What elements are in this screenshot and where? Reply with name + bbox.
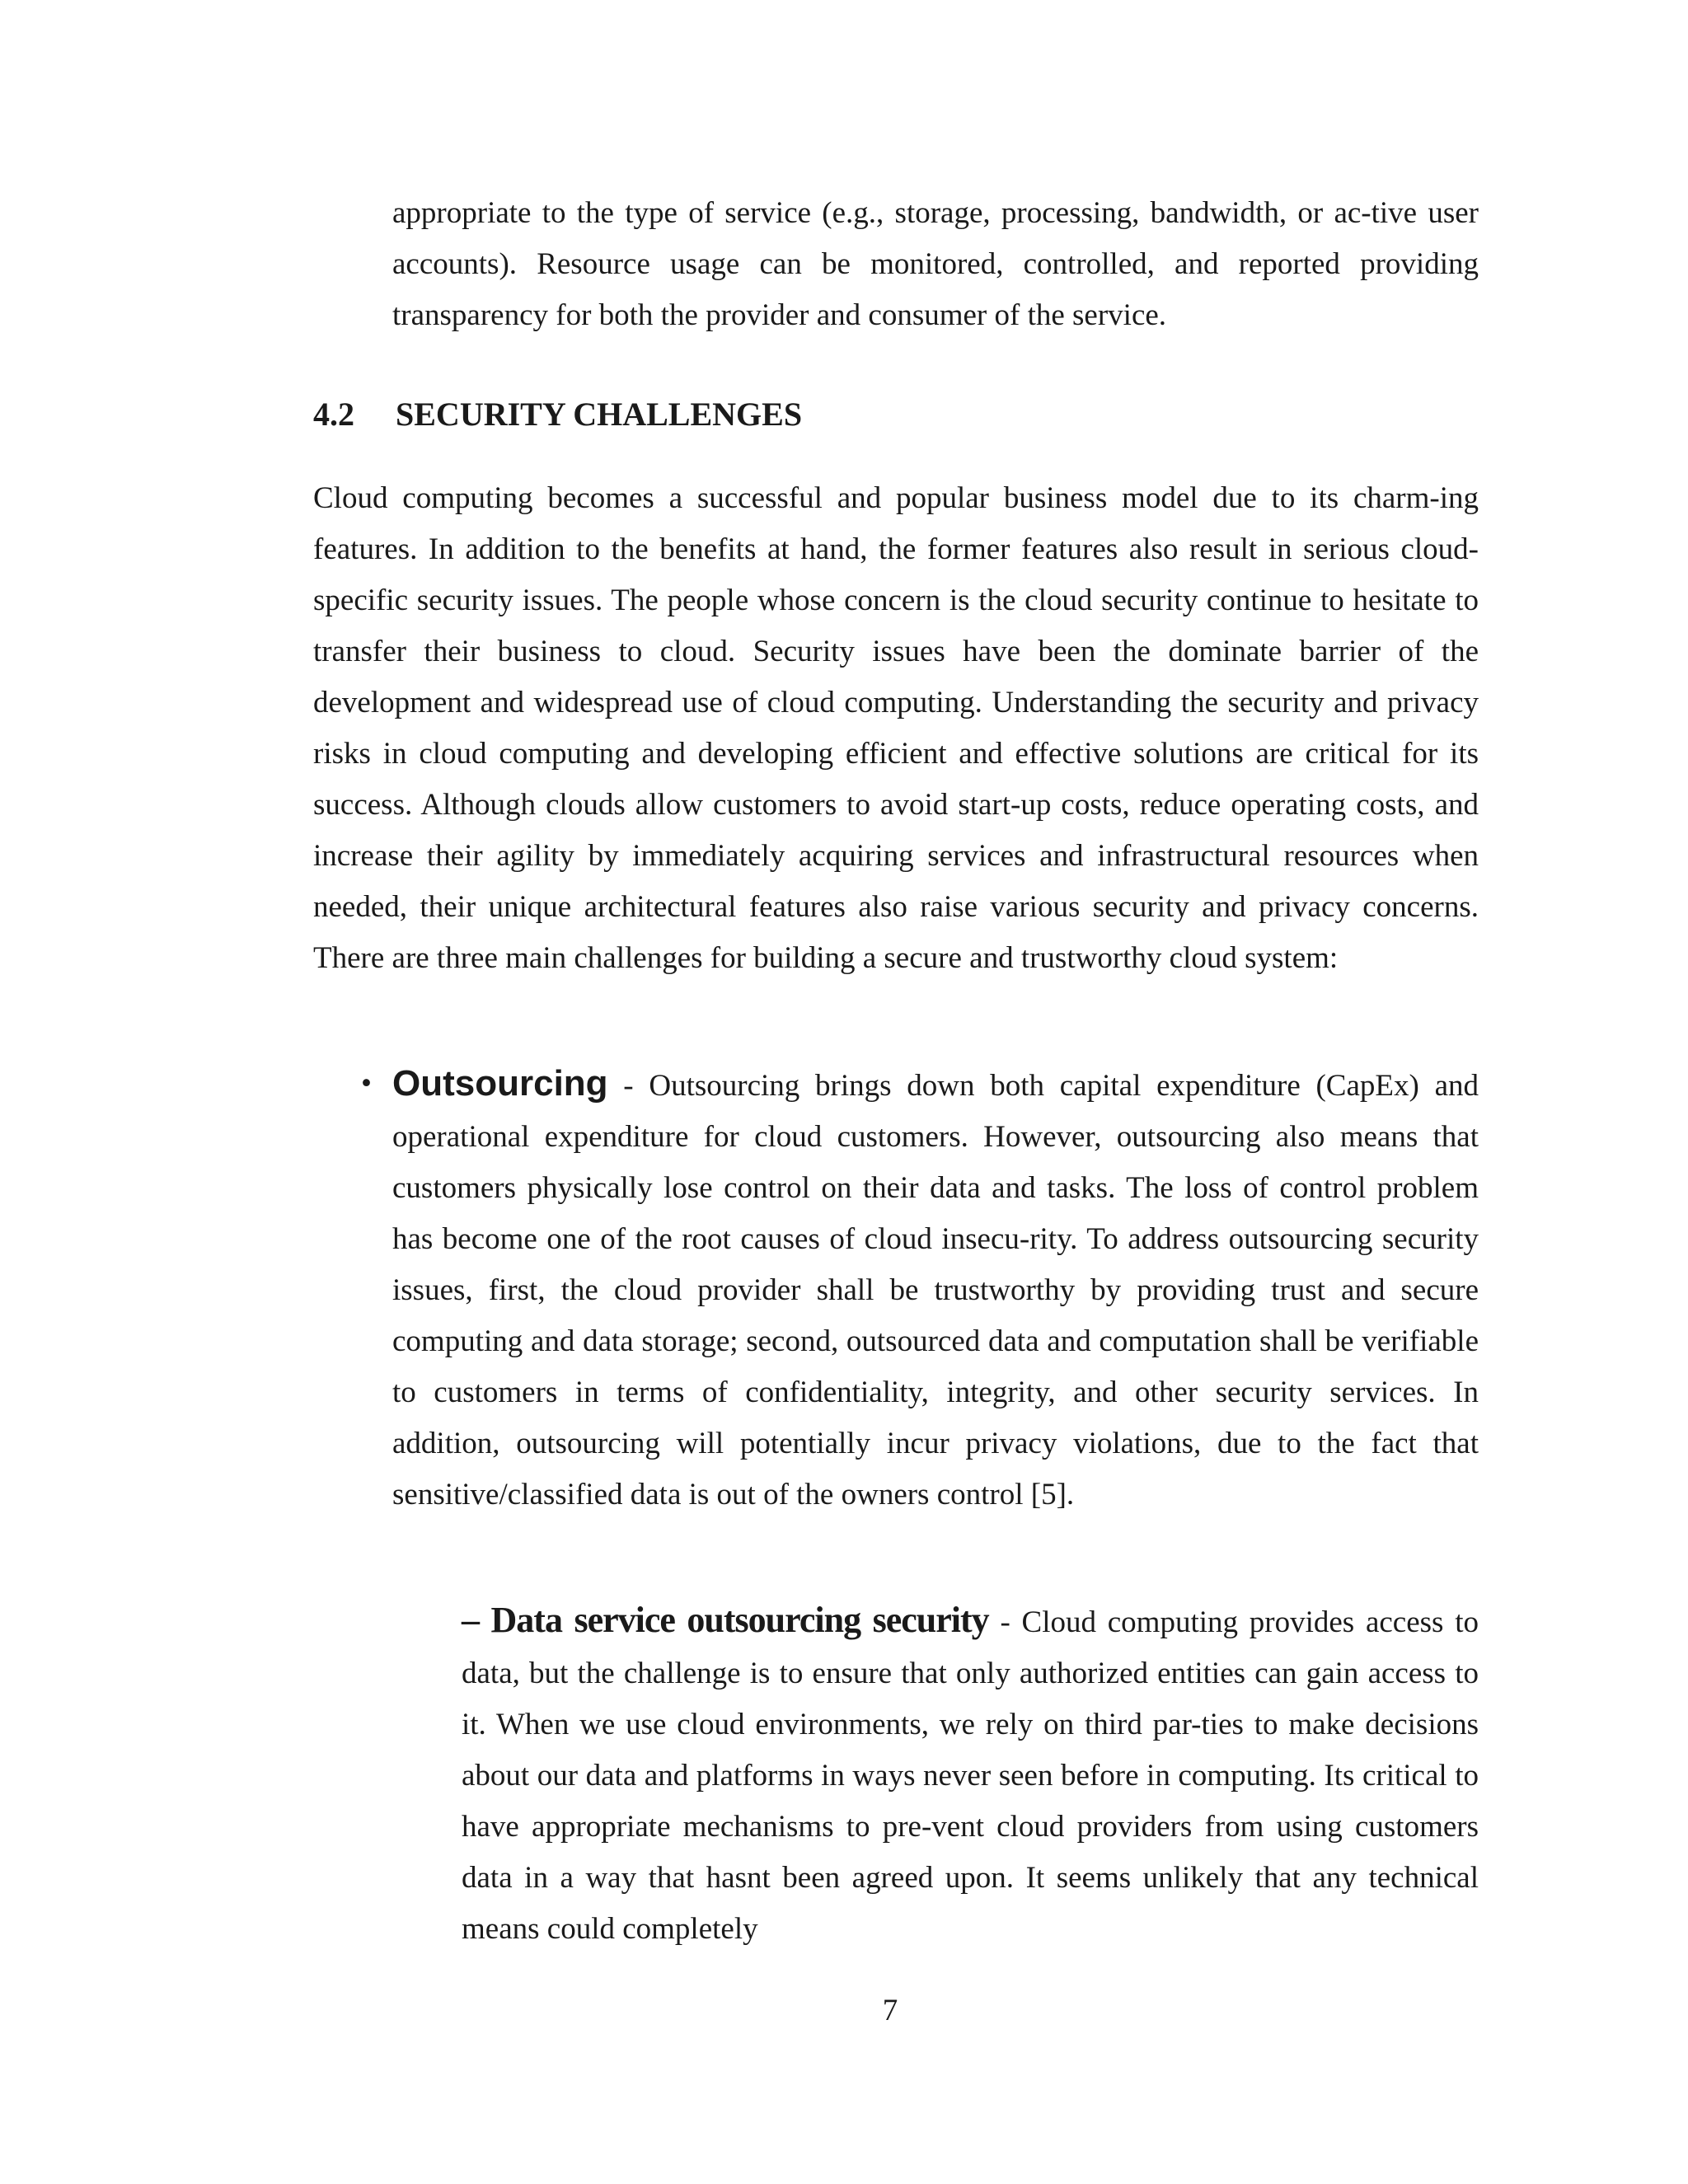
bullet-item-outsourcing [392,1058,1479,1521]
sub-bullet-body: - Cloud computing provides access to data, but the challenge is to ensure that only authorized entities can gain access to it. When we use cloud environments, we rely on third par-ties to make decisions about our data and platforms in ways never seen before in computing. Its critical to have appropriate mechanisms to pre-vent cloud providers from using customers data in a way that hasnt been agreed upon. It seems unlikely that any technical means could completely [462,1605,1479,1946]
continuation-paragraph: appropriate to the type of service (e.g., storage, processing, bandwidth, or ac-tive user accounts). Resource usage can be monitored, controlled, and reported providing transparency for both the provider and consumer of the service. [392,196,1479,332]
section-title: SECURITY CHALLENGES [396,396,803,433]
section-number: 4.2 [313,396,354,433]
bullet-body: - Outsourcing brings down both capital expenditure (CapEx) and operational expenditure for cloud customers. However, outsourcing also means that customers physically lose control on their data and tasks. The loss of control problem has become one of the root causes of cloud insecu-rity. To address outsourcing security issues, first, the cloud provider shall be trustworthy by providing trust and secure computing and data storage; second, outsourced data and computation shall be verifiable to customers in terms of confidentiality, integrity, and other security services. In addition, outsourcing will potentially incur privacy violations, due to the fact that sensitive/classified data is out of the owners control [5]. [392,1069,1479,1511]
bullet-marker: • [361,1066,372,1100]
bullet-term: Outsourcing [392,1063,608,1104]
intro-paragraph: Cloud computing becomes a successful and popular business model due to its charm-ing features. In addition to the benefits at hand, the former features also result in serious cloud-specific security issues. The people whose concern is the cloud security continue to hesitate to transfer their business to cloud. Security issues have been the dominate barrier of the development and widespread use of cloud computing. Understanding the security and privacy risks in cloud computing and developing efficient and effective solutions are critical for its success. Although clouds allow customers to avoid start-up costs, reduce operating costs, and increase their agility by immediately acquiring services and infrastructural resources when needed, their unique architectural features also raise various security and privacy concerns. There are three main challenges for building a secure and trustworthy cloud system: [313,481,1479,975]
section-heading [313,389,1479,440]
sub-bullet-item [462,1595,1479,1955]
sub-bullet-term: – Data service outsourcing security [462,1600,989,1640]
page-number: 7 [882,1994,898,2027]
